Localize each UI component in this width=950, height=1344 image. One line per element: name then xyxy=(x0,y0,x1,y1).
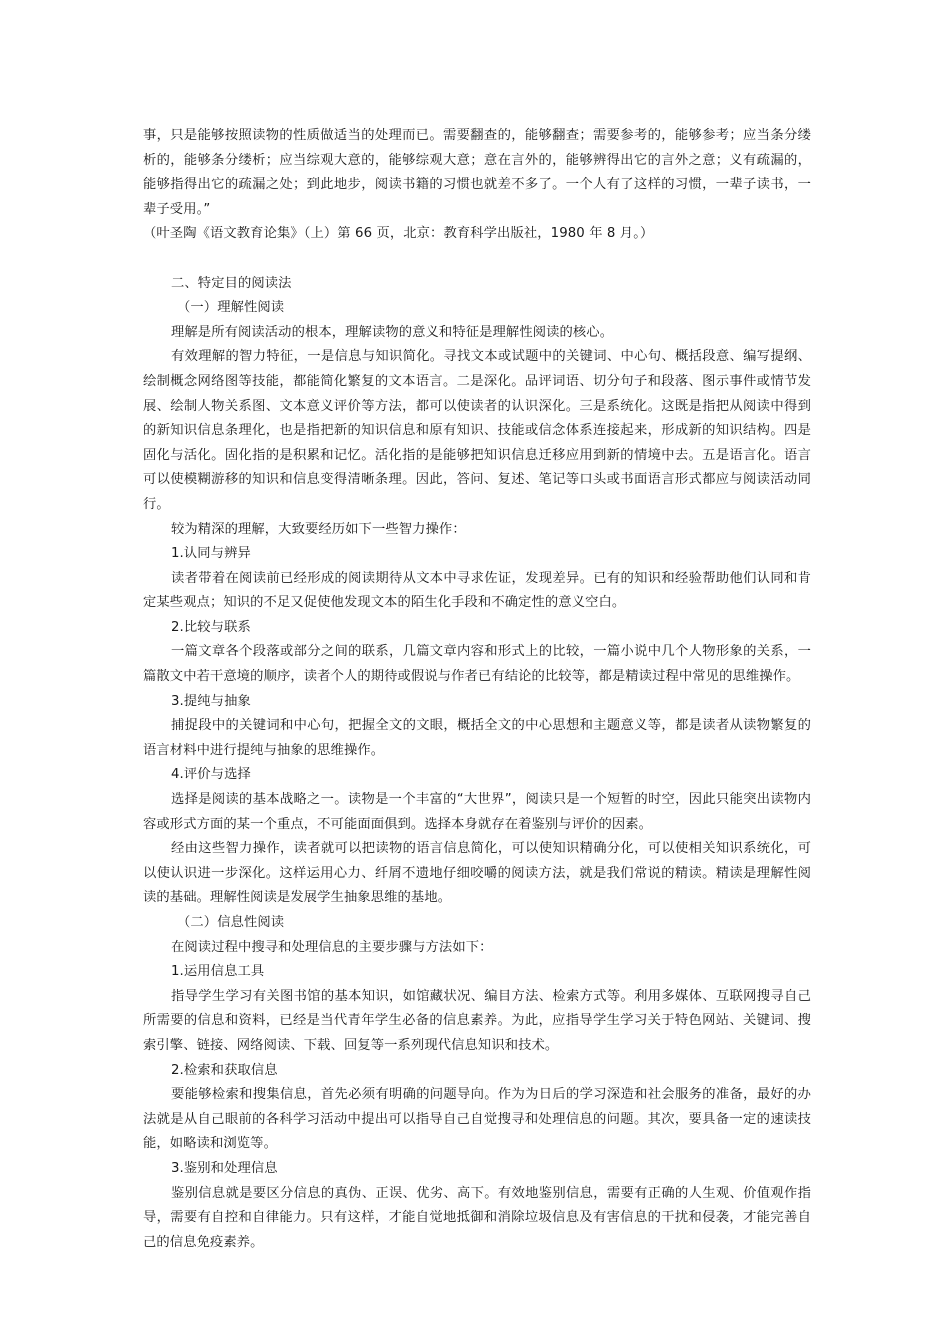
paragraph: 一篇文章各个段落或部分之间的联系，几篇文章内容和形式上的比较，一篇小说中几个人物形象的关系，一篇散文中若干意境的顺序，读者个人的期待或假说与作者已有结论的比较等，都是精读过程中常见的思维操作。 xyxy=(143,644,811,685)
item-heading: 1.运用信息工具 xyxy=(171,964,265,980)
item-heading: 3.提纯与抽象 xyxy=(171,693,251,709)
paragraph: 捕捉段中的关键词和中心句，把握全文的文眼，概括全文的中心思想和主题意义等，都是读者从读物繁复的语言材料中进行提纯与抽象的思维操作。 xyxy=(143,718,811,758)
section-gap xyxy=(143,247,811,272)
item-heading: 3.鉴别和处理信息 xyxy=(171,1160,278,1176)
paragraph: 选择是阅读的基本战略之一。读物是一个丰富的“大世界”，阅读只是一个短暂的时空，因此只能突出读物内容或形式方面的某一个重点，不可能面面俱到。选择本身就存在着鉴别与评价的因素。 xyxy=(143,792,811,832)
paragraph: 较为精深的理解，大致要经历如下一些智力操作： xyxy=(171,521,466,537)
paragraph: 有效理解的智力特征，一是信息与知识简化。寻找文本或试题中的关键词、中心句、概括段意、编写提纲、绘制概念网络图等技能，都能简化繁复的文本语言。二是深化。品评词语、切分句子和段落、图示事件或情节发展、绘制人物关系图、文本意义评价等方法，都可以使读者的认识深化。三是系统化。这既是指把从阅读中得到的新知识信息条理化，也是指把新的知识信息和原有知识、技能或信念体系连接起来，形成新的知识结构。四是固化与活化。固化指的是积累和记忆。活化指的是能够把知识信息迁移应用到新的情境中去。五是语言化。语言可以使模糊游移的知识和信息变得清晰条理。因此，答问、复述、笔记等口头或书面语言形式都应与阅读活动同行。 xyxy=(143,349,811,512)
paragraph: 指导学生学习有关图书馆的基本知识，如馆藏状况、编目方法、检索方式等。利用多媒体、互联网搜寻自己所需要的信息和资料，已经是当代青年学生必备的信息素养。为此，应指导学生学习关于特色网站、关键词、搜索引擎、链接、网络阅读、下载、回复等一系列现代信息知识和技术。 xyxy=(143,988,811,1053)
document-page xyxy=(143,124,811,1255)
item-heading: 2.检索和获取信息 xyxy=(171,1062,278,1078)
item-heading: 1.认同与辨异 xyxy=(171,546,251,562)
subsection-heading-understanding: （一）理解性阅读 xyxy=(177,300,285,316)
paragraph: 经由这些智力操作，读者就可以把读物的语言信息简化，可以使知识精确分化，可以使相关知识系统化，可以使认识进一步深化。这样运用心力、纤屑不遗地仔细咬嚼的阅读方法，就是我们常说的精读。精读是理解性阅读的基础。理解性阅读是发展学生抽象思维的基地。 xyxy=(143,841,811,906)
section-heading: 二、特定目的阅读法 xyxy=(171,275,292,291)
paragraph: 理解是所有阅读活动的根本，理解读物的意义和特征是理解性阅读的核心。 xyxy=(171,324,614,340)
paragraph: 在阅读过程中搜寻和处理信息的主要步骤与方法如下： xyxy=(171,939,493,955)
item-heading: 4.评价与选择 xyxy=(171,767,251,783)
citation: （叶圣陶《语文教育论集》（上）第 66 页，北京：教育科学出版社，1980 年 8 月。） xyxy=(143,226,654,242)
paragraph: 鉴别信息就是要区分信息的真伪、正误、优劣、高下。有效地鉴别信息，需要有正确的人生观、价值观作指导，需要有自控和自律能力。只有这样，才能自觉地抵御和消除垃圾信息及有害信息的干扰和侵袭，才能完善自己的信息免疫素养。 xyxy=(143,1185,811,1250)
paragraph-quote-end: 事，只是能够按照读物的性质做适当的处理而已。需要翻查的，能够翻查；需要参考的，能够参考；应当条分缕析的，能够条分缕析；应当综观大意的，能够综观大意；意在言外的，能够辨得出它的言外之意；义有疏漏的，能够指得出它的疏漏之处；到此地步，阅读书籍的习惯也就差不多了。一个人有了这样的习惯，一辈子读书，一辈子受用。” xyxy=(143,128,811,217)
paragraph: 读者带着在阅读前已经形成的阅读期待从文本中寻求佐证，发现差异。已有的知识和经验帮助他们认同和肯定某些观点；知识的不足又促使他发现文本的陌生化手段和不确定性的意义空白。 xyxy=(143,570,811,611)
item-heading: 2.比较与联系 xyxy=(171,619,251,635)
paragraph: 要能够检索和搜集信息，首先必须有明确的问题导向。作为为日后的学习深造和社会服务的准备，最好的办法就是从自己眼前的各科学习活动中提出可以指导自己自觉搜寻和处理信息的问题。其次，要具备一定的速读技能，如略读和浏览等。 xyxy=(143,1087,811,1152)
subsection-heading-information: （二）信息性阅读 xyxy=(177,915,285,930)
